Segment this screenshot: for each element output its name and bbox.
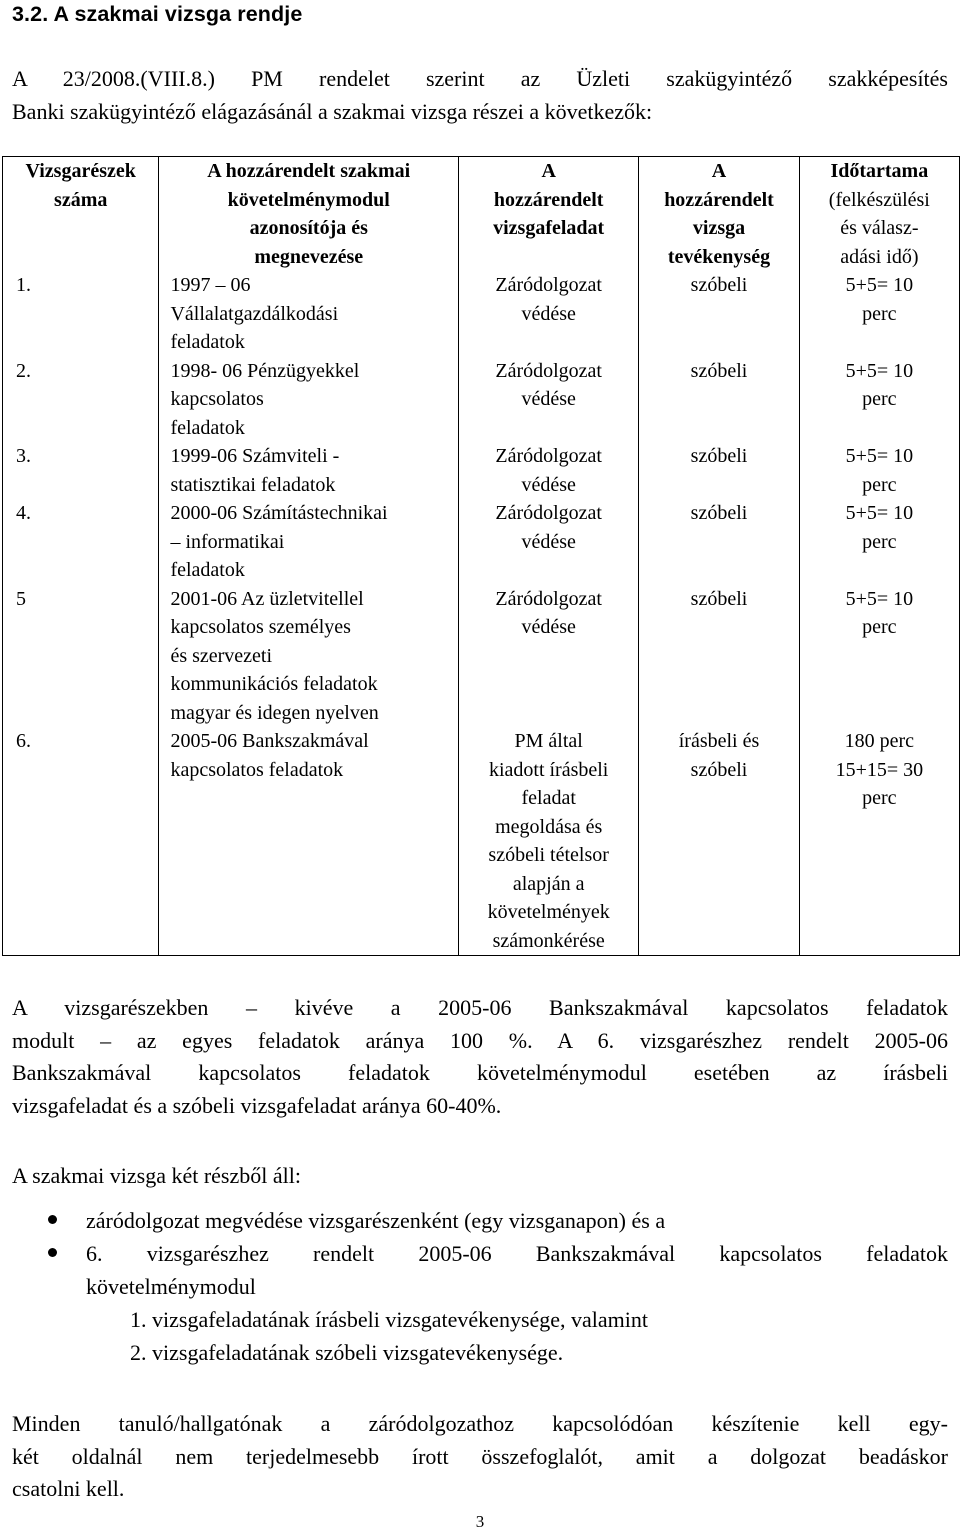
bullet-icon [48, 1248, 57, 1257]
row-module: 2005-06 Bankszakmával kapcsolatos feladatok [159, 727, 459, 956]
exam-parts-table [2, 156, 960, 956]
paragraph-line: Minden tanuló/hallgatónak a záródolgozathoz kapcsolódóan készítenie kell egy- [12, 1411, 948, 1436]
section-heading: 3.2. A szakmai vizsga rendje [12, 2, 303, 26]
row-duration: 5+5= 10 perc [799, 499, 959, 585]
table-row [3, 499, 960, 585]
row-task: Záródolgozat védése [459, 499, 639, 585]
header-exam-part-number: Vizsgarészek száma [3, 157, 159, 272]
row-task: Záródolgozat védése [459, 442, 639, 499]
table-row [3, 727, 960, 956]
paragraph-line: Bankszakmával kapcsolatos feladatok követelménymodul esetében az írásbeli [12, 1060, 948, 1085]
row-duration: 5+5= 10 perc [799, 585, 959, 728]
paragraph-line: modult – az egyes feladatok aránya 100 %. A 6. vizsgarészhez rendelt 2005-06 [12, 1027, 948, 1053]
header-module: A hozzárendelt szakmai követelménymodul azonosítója és megnevezése [159, 157, 459, 272]
row-number: 2. [3, 357, 159, 443]
sub-item: 1. vizsgafeladatának írásbeli vizsgatevékenysége, valamint [130, 1307, 649, 1332]
intro-line: A 23/2008.(VIII.8.) PM rendelet szerint az Üzleti szakügyintéző szakképesítés [12, 66, 948, 91]
row-number: 3. [3, 442, 159, 499]
row-duration: 180 perc 15+15= 30 perc [799, 727, 959, 956]
table-row [3, 442, 960, 499]
paragraph-line: vizsgafeladat és a szóbeli vizsgafeladat aránya 60-40%. [12, 1092, 502, 1118]
page-number: 3 [475, 1512, 485, 1531]
row-activity: szóbeli [639, 271, 799, 357]
table-row [3, 585, 960, 728]
row-activity: szóbeli [639, 357, 799, 443]
ratio-paragraph [12, 992, 948, 1122]
row-activity: szóbeli [639, 585, 799, 728]
row-number: 1. [3, 271, 159, 357]
row-duration: 5+5= 10 perc [799, 271, 959, 357]
header-task-text: A hozzárendelt vizsgafeladat [493, 160, 605, 239]
list-item [12, 1237, 948, 1303]
row-task: Záródolgozat védése [459, 585, 639, 728]
row-module: 1998- 06 Pénzügyekkel kapcsolatos feladatok [159, 357, 459, 443]
row-number: 5 [3, 585, 159, 728]
bullet-icon [48, 1215, 57, 1224]
header-duration-title: Időtartama [830, 160, 929, 182]
row-activity: szóbeli [639, 499, 799, 585]
row-number: 6. [3, 727, 159, 956]
row-activity: írásbeli és szóbeli [639, 727, 799, 956]
row-module: 1999-06 Számviteli - statisztikai feladatok [159, 442, 459, 499]
paragraph-line: két oldalnál nem terjedelmesebb írott összefoglalót, amit a dolgozat beadáskor [12, 1443, 948, 1469]
row-activity: szóbeli [639, 442, 799, 499]
paragraph-line: A vizsgarészekben – kivéve a 2005-06 Bankszakmával kapcsolatos feladatok [12, 995, 948, 1020]
paragraph-line: csatolni kell. [12, 1476, 125, 1501]
row-module: 2001-06 Az üzletvitellel kapcsolatos személyes és szervezeti kommunikációs feladatok magyar és idegen nyelven [159, 585, 459, 728]
exam-parts-list [12, 1204, 948, 1369]
header-duration-note: (felkészülési és válasz- adási idő) [828, 188, 930, 268]
header-duration [799, 157, 959, 272]
header-activity: A hozzárendelt vizsga tevékenység [639, 157, 799, 272]
row-duration: 5+5= 10 perc [799, 442, 959, 499]
row-number: 4. [3, 499, 159, 585]
list-item-text: záródolgozat megvédése vizsgarészenként (egy vizsganapon) és a [86, 1208, 666, 1233]
summary-requirement-paragraph [12, 1408, 948, 1506]
table-header-row [3, 157, 960, 272]
list-item-text: követelménymodul [86, 1274, 256, 1299]
intro-line: Banki szakügyintéző elágazásánál a szakmai vizsga részei a következők: [12, 99, 653, 124]
list-item [12, 1204, 948, 1237]
header-task [459, 157, 639, 272]
row-duration: 5+5= 10 perc [799, 357, 959, 443]
exam-parts-intro [12, 1160, 948, 1193]
row-task: PM által kiadott írásbeli feladat megoldása és szóbeli tételsor alapján a követelmények számonkérése [459, 727, 639, 956]
row-task: Záródolgozat védése [459, 271, 639, 357]
table-row [3, 271, 960, 357]
list-item-text: 6. vizsgarészhez rendelt 2005-06 Bankszakmával kapcsolatos feladatok [86, 1241, 948, 1266]
paragraph-line: A szakmai vizsga két részből áll: [12, 1163, 301, 1188]
row-task: Záródolgozat védése [459, 357, 639, 443]
row-module: 2000-06 Számítástechnikai – informatikai feladatok [159, 499, 459, 585]
table-row [3, 357, 960, 443]
row-module: 1997 – 06 Vállalatgazdálkodási feladatok [159, 271, 459, 357]
intro-paragraph [12, 62, 948, 128]
sub-item: 2. vizsgafeladatának szóbeli vizsgatevékenysége. [130, 1340, 564, 1365]
